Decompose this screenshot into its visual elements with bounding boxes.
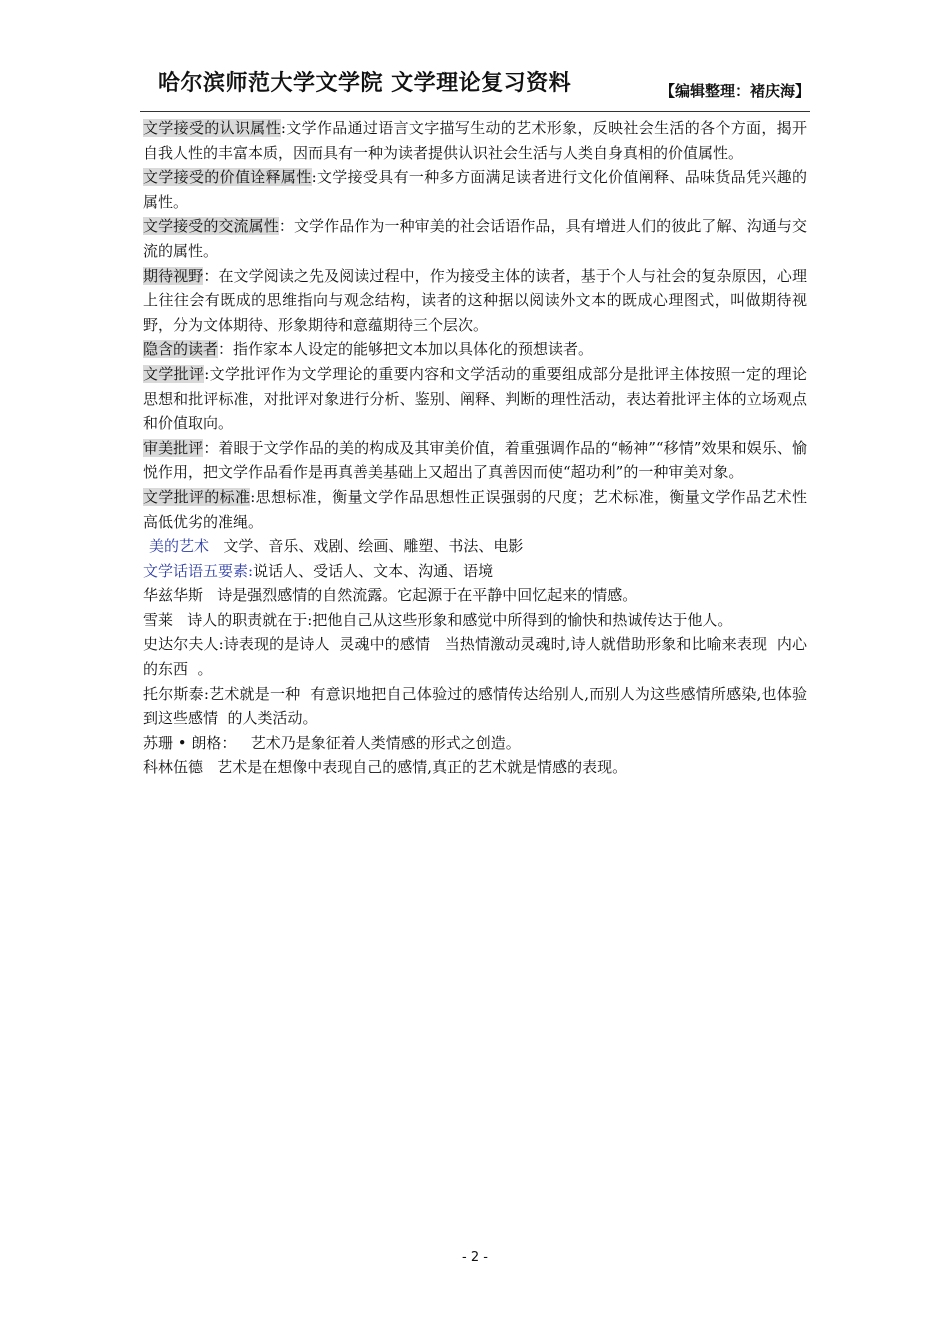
definition-term: 隐含的读者 xyxy=(143,340,219,359)
quote-entry: 苏珊 • 朗格： 艺术乃是象征着人类情感的形式之创造。 xyxy=(143,733,521,752)
term-separator: : xyxy=(311,168,317,187)
definition-entry xyxy=(143,264,807,338)
definition-entry xyxy=(143,214,807,263)
term-separator: ： xyxy=(203,266,219,285)
definition-term: 期待视野 xyxy=(143,266,204,285)
definition-text: 文学作品通过语言文字描写生动的艺术形象，反映社会生活的各个方面，揭开自我人性的丰富本质，因而具有一种为读者提供认识社会生活与人类自身真相的价值属性。 xyxy=(143,119,807,162)
document-title: 哈尔滨师范大学文学院 文学理论复习资料 xyxy=(158,71,572,96)
definition-text: 文学接受具有一种多方面满足读者进行文化价值阐释、品味货品凭兴趣的属性。 xyxy=(143,168,807,211)
page-number: - 2 - xyxy=(462,1250,488,1265)
art-forms-entry xyxy=(143,534,807,559)
editor-credit: 【编辑整理：褚庆海】 xyxy=(659,82,810,100)
discourse-elements-entry xyxy=(143,559,807,584)
term-separator: ： xyxy=(218,340,234,359)
definition-entry xyxy=(143,165,807,214)
quote-entry: 托尔斯泰:艺术就是一种 有意识地把自己体验过的感情传达给别人,而别人为这些感情所感染,也体验到这些感情 的人类活动。 xyxy=(143,684,807,728)
definition-text: 着眼于文学作品的美的构成及其审美价值，着重强调作品的“畅神”“移情”效果和娱乐、愉悦作用，把文学作品看作是再真善美基础上又超出了真善因而使“超功利”的一种审美对象。 xyxy=(143,438,807,482)
term-separator: : xyxy=(280,119,286,137)
definition-term: 审美批评 xyxy=(143,438,204,457)
term-separator: ： xyxy=(278,217,294,236)
art-forms-text: 文学、音乐、戏剧、绘画、雕塑、书法、电影 xyxy=(209,537,524,556)
definition-text: 文学批评作为文学理论的重要内容和文学活动的重要组成部分是批评主体按照一定的理论思想和批评标准，对批评对象进行分析、鉴别、阐释、判断的理性活动，表达着批评主体的立场观点和价值取向。 xyxy=(143,364,807,433)
page-header xyxy=(140,62,810,110)
definition-entry xyxy=(143,337,807,362)
definition-term: 文学接受的价值诠释属性 xyxy=(143,168,312,187)
definition-text: 在文学阅读之先及阅读过程中，作为接受主体的读者，基于个人与社会的复杂原因，心理上往往会有既成的思维指向与观念结构，读者的这种据以阅读外文本的既成心理图式，叫做期待视野，分为文体期待、形象期待和意蕴期待三个层次。 xyxy=(143,266,807,334)
term-separator: ： xyxy=(203,438,219,457)
definition-term: 文学接受的认识属性 xyxy=(143,119,281,137)
definition-entry xyxy=(143,116,807,165)
discourse-elements-term: 文学话语五要素: xyxy=(143,561,254,580)
definition-text: 思想标准，衡量文学作品思想性正误强弱的尺度；艺术标准，衡量文学作品艺术性高低优劣的准绳。 xyxy=(143,487,807,531)
quote-entry: 科林伍德 艺术是在想像中表现自己的感情,真正的艺术就是情感的表现。 xyxy=(143,758,628,777)
definition-entry xyxy=(143,436,807,485)
definition-term: 文学接受的交流属性 xyxy=(143,217,279,236)
term-separator: : xyxy=(250,487,256,506)
quote-entry: 史达尔夫人:诗表现的是诗人 灵魂中的感情 当热情激动灵魂时,诗人就借助形象和比喻来表现 内心的东西 。 xyxy=(143,635,807,679)
definition-text: 指作家本人设定的能够把文本加以具体化的预想读者。 xyxy=(233,340,594,359)
quote-entry: 雪莱 诗人的职责就在于:把他自己从这些形象和感觉中所得到的愉快和热诚传达于他人。 xyxy=(143,610,733,629)
discourse-elements-text: 说话人、受话人、文本、沟通、语境 xyxy=(253,561,494,580)
term-separator: : xyxy=(204,364,210,383)
art-forms-term: 美的艺术 xyxy=(149,537,210,556)
definition-term: 文学批评 xyxy=(143,364,205,383)
quote-entry: 华兹华斯 诗是强烈感情的自然流露。它起源于在平静中回忆起来的情感。 xyxy=(143,586,638,605)
header-divider xyxy=(140,111,810,112)
definition-entry xyxy=(143,485,807,534)
definition-term: 文学批评的标准 xyxy=(143,487,251,506)
document-body xyxy=(143,116,807,780)
definition-entry xyxy=(143,362,807,436)
definition-text: 文学作品作为一种审美的社会话语作品，具有增进人们的彼此了解、沟通与交流的属性。 xyxy=(143,217,807,260)
